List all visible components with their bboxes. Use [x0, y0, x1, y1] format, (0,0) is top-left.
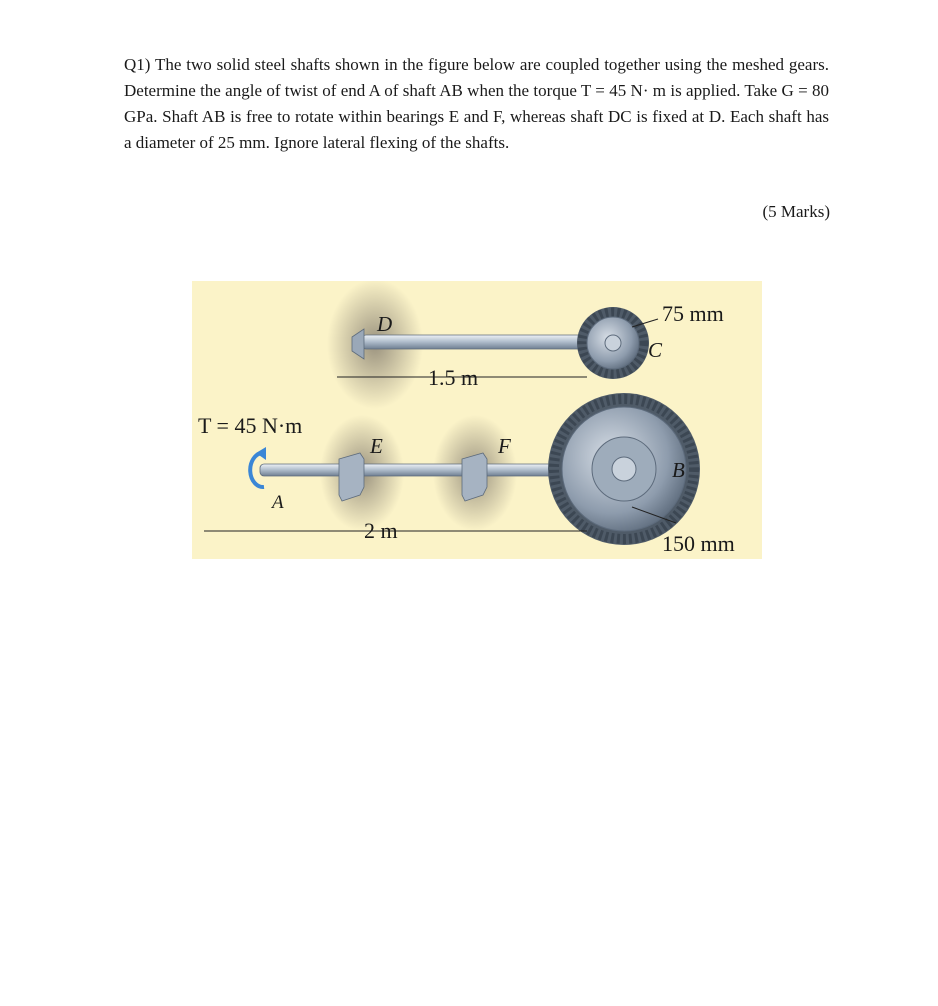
label-f: F [498, 434, 511, 458]
label-a: A [272, 492, 284, 513]
label-torque: T = 45 N·m [198, 413, 303, 438]
label-d: D [377, 312, 393, 336]
figure-svg [192, 281, 762, 559]
label-c: C [648, 338, 663, 362]
question-text: Q1) The two solid steel shafts shown in the figure below are coupled together using the meshed gears. Determine the angle of twist of end A of shaft AB when the torque T = 45 N· m is applied. Take G = 80 GPa. Shaft AB is free to rotate within bearings E and F, whereas shaft DC is fixed at D. Each shaft has a diameter of 25 mm. Ignore lateral flexing of the shafts. [124, 55, 829, 152]
bearing-f [462, 453, 487, 501]
bearing-e [339, 453, 364, 501]
gear-c [577, 307, 649, 379]
label-b: B [672, 458, 685, 482]
label-e: E [370, 434, 383, 458]
label-r-c: 75 mm [662, 301, 724, 326]
label-r-b: 150 mm [662, 531, 735, 556]
shaft-dc [362, 335, 594, 349]
marks-label: (5 Marks) [762, 202, 830, 221]
label-len-dc: 1.5 m [428, 365, 479, 390]
shaft-gear-figure [192, 281, 762, 559]
label-len-ab: 2 m [364, 518, 398, 543]
